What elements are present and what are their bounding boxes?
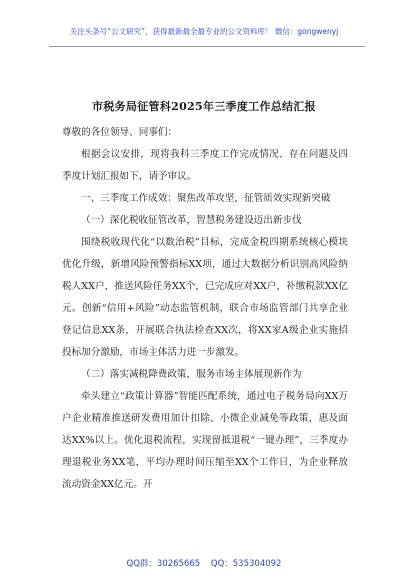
document-body xyxy=(62,122,348,496)
header-divider xyxy=(49,46,365,47)
paragraph-intro: 根据会议安排，现将我科三季度工作完成情况、存在问题及四季度计划汇报如下，请予审议。 xyxy=(62,149,348,182)
document-title: 市税务局征管科2025年三季度工作总结汇报 xyxy=(92,100,316,113)
paragraph-body-2: 牵头建立“政策计算器”智能匹配系统，通过电子税务局向XX万户企业精准推送研发费用加计扣除、小微企业减免等政策，惠及面达XX%以上。优化退税流程，实现留抵退税“一键办理”，三季度办理退税业务XX笔，平均办理时间压缩至XX个工作日，为企业释放流动资金XX亿元。开 xyxy=(62,391,348,490)
header-promo-note: 关注头条号“公文研究”，获得最新最全最专业的公文资料库！ 微信：gongwenyj xyxy=(69,27,339,36)
subsection-heading-1: （一）深化税收征管改革，智慧税务建设迈出新步伐 xyxy=(81,215,302,226)
subsection-heading-2: （二）落实减税降费政策，服务市场主体展现新作为 xyxy=(81,369,302,380)
paragraph-body-1: 围绕税收现代化“以数治税”目标，完成金税四期系统核心模块优化升级，新增风险预警指标XX项，通过大数据分析识别高风险纳税人XX户，推送风险任务XX个，已完成应对XX户，补缴税款XX亿元。创新“信用+风险”动态监管机制，联合市场监管部门共享企业登记信息XX条，开展联合执法检查XX次，将XX家A级企业实施招投标加分激励，市场主体活力进一步激发。 xyxy=(62,237,348,358)
footer-qq-contact: QQ群：30265665 QQ：535304092 xyxy=(126,559,282,569)
salutation: 尊敬的各位领导、同事们： xyxy=(62,127,178,138)
section-heading-1: 一、三季度工作成效：聚焦改革攻坚，征管质效实现新突破 xyxy=(81,193,331,204)
